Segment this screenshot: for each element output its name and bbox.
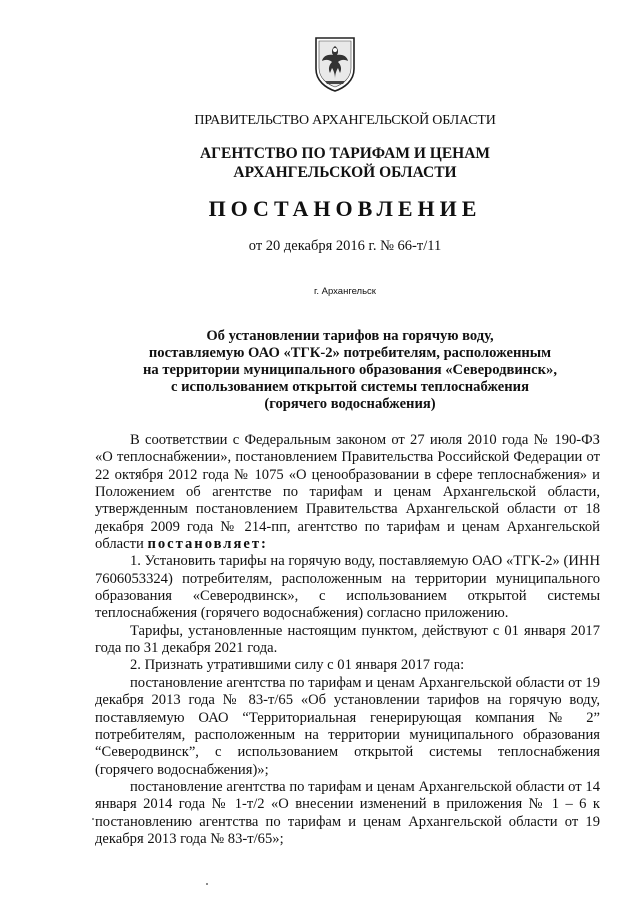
city-name: г. Архангельск [314,286,376,297]
government-name: ПРАВИТЕЛЬСТВО АРХАНГЕЛЬСКОЙ ОБЛАСТИ [194,113,496,128]
agency-name-line-2: АРХАНГЕЛЬСКОЙ ОБЛАСТИ [233,164,457,181]
clause-1-validity-paragraph: Тарифы, установленные настоящим пунктом, действуют с 01 января 2017 года по 31 декабря 2021 года. [95,622,600,657]
title-line-4: с использованием открытой системы теплоснабжения [171,379,529,395]
clause-2-paragraph: 2. Признать утратившими силу с 01 января 2017 года: [130,657,465,674]
document-type-heading: ПОСТАНОВЛЕНИЕ [208,196,482,221]
document-body [95,432,600,848]
title-line-1: Об установлении тарифов на горячую воду, [206,328,494,344]
preamble-text: В соответствии с Федеральным законом от 27 июля 2010 года № 190-ФЗ «О теплоснабжении», постановлением Правительства Российской Федерации от 22 октября 2012 года № 1075 «О ценообразовании в сфере теплоснабжения» и Положением об агентстве по тарифам и ценам Архангельской области, утвержденным постановлением Правительства Архангельской области от 18 декабря 2009 года № 214-пп, агентство по тарифам и ценам Архангельской области [95,432,600,553]
agency-name-line-1: АГЕНТСТВО ПО ТАРИФАМ И ЦЕНАМ [199,145,491,162]
clause-1-paragraph: 1. Установить тарифы на горячую воду, поставляемую ОАО «ТГК-2» (ИНН 7606053324) потребителям, расположенным на территории муниципального образования «Северодвинск», с использованием открытой системы теплоснабжения (горячего водоснабжения) согласно приложению. [95,553,600,622]
title-line-5: (горячего водоснабжения) [264,396,436,412]
title-line-2: поставляемую ОАО «ТГК-2» потребителям, расположенным [148,345,552,361]
resolves-keyword: постановляет: [147,536,268,553]
date-and-number: от 20 декабря 2016 г. № 66-т/11 [248,238,442,254]
coat-of-arms-emblem-icon [313,35,357,93]
preamble-paragraph [95,432,600,553]
agency-name [0,144,640,182]
repealed-decree-2-paragraph: постановление агентства по тарифам и ценам Архангельской области от 14 января 2014 года № 1-т/2 «О внесении изменений в приложения № 1 – 6 к постановлению агентства по тарифам и ценам Архангельской области от 19 декабря 2013 года № 83-т/65»; [95,778,600,847]
title-line-3: на территории муниципального образования «Северодвинск», [142,362,558,378]
repealed-decree-1-paragraph: постановление агентства по тарифам и ценам Архангельской области от 19 декабря 2013 года № 83-т/65 «Об установлении тарифов на горячую воду, поставляемую ОАО “Территориальная генерирующая компания № 2” потребителям, расположенным на территории муниципального образования “Северодвинск”, с использованием открытой системы теплоснабжения (горячего водоснабжения)»; [95,674,600,778]
scan-speck [206,883,208,885]
scan-speck [92,818,94,820]
document-title [140,328,560,413]
